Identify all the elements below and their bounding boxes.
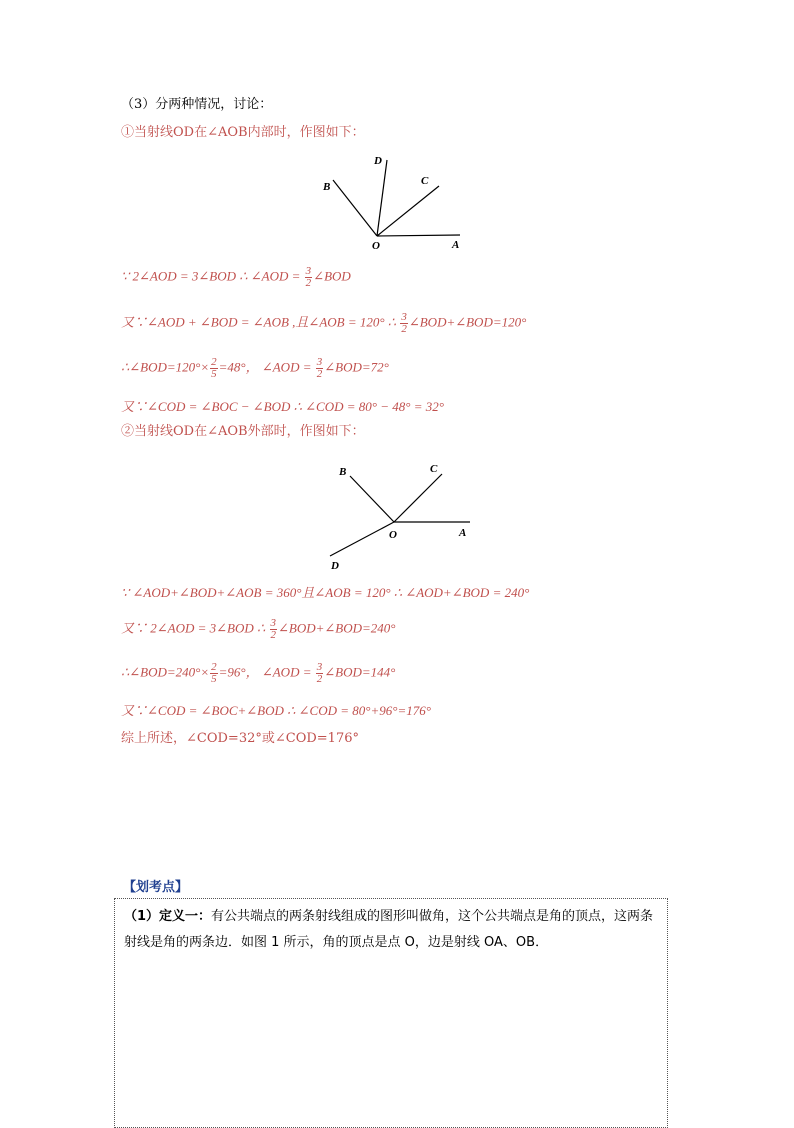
case1-line2: 又∵∠AOD + ∠BOD = ∠AOB ,且∠AOB = 120° ∴ $\frac{3}{2}$ ∠BOD+∠BOD=120° xyxy=(121,311,527,335)
key-points-item1-text: 有公共端点的两条射线组成的图形叫做角，这个公共端点是角的顶点，这两条射线是角的两条边．如图 1 所示，角的顶点是点 O，边是射线 OA、OB． xyxy=(124,909,654,950)
key-points-item1-label: （1）定义一： xyxy=(124,909,212,924)
case2-label-o: O xyxy=(389,529,397,541)
conclusion: 综上所述，∠COD=32°或∠COD=176° xyxy=(121,731,359,746)
case1-angle-figure xyxy=(310,150,480,254)
case2-label-c: C xyxy=(430,463,438,475)
key-points-title: 【划考点】 xyxy=(123,880,189,895)
case1-line1: ∵ 2∠AOD = 3∠BOD ∴ ∠AOD = $\frac{3}{2}$ ∠BOD xyxy=(121,265,351,289)
case1-label-b: B xyxy=(323,181,331,193)
case2-angle-figure xyxy=(320,456,480,574)
case2-label-b: B xyxy=(339,466,347,478)
case1-title: ①当射线OD在∠AOB内部时，作图如下： xyxy=(121,125,365,140)
case2-title: ②当射线OD在∠AOB外部时，作图如下： xyxy=(121,424,365,439)
case1-line4: 又∵∠COD = ∠BOC − ∠BOD ∴ ∠COD = 80° − 48° = 32° xyxy=(121,399,444,414)
case1-label-o: O xyxy=(372,240,380,252)
case1-label-d: D xyxy=(374,155,382,167)
case2-line2: 又∵ 2∠AOD = 3∠BOD ∴ $\frac{3}{2}$ ∠BOD+∠BOD=240° xyxy=(121,617,396,641)
case1-line3: ∴∠BOD=120°× $\frac{2}{5}$ =48°， ∠AOD = $\frac{3}{2}$ ∠BOD=72° xyxy=(121,356,389,380)
case2-line3: ∴∠BOD=240°× $\frac{2}{5}$ =96°， ∠AOD = $\frac{3}{2}$ ∠BOD=144° xyxy=(121,661,396,685)
case2-label-d: D xyxy=(331,560,339,572)
case-heading: （3）分两种情况，讨论： xyxy=(121,97,273,112)
case2-line4: 又∵∠COD = ∠BOC+∠BOD ∴ ∠COD = 80°+96°=176° xyxy=(121,703,431,718)
case1-label-a: A xyxy=(452,239,460,251)
case1-label-c: C xyxy=(421,175,429,187)
case2-label-a: A xyxy=(459,527,467,539)
key-points-item1 xyxy=(124,904,664,956)
case2-line1: ∵ ∠AOD+∠BOD+∠AOB = 360°且∠AOB = 120° ∴ ∠AOD+∠BOD = 240° xyxy=(121,585,530,600)
